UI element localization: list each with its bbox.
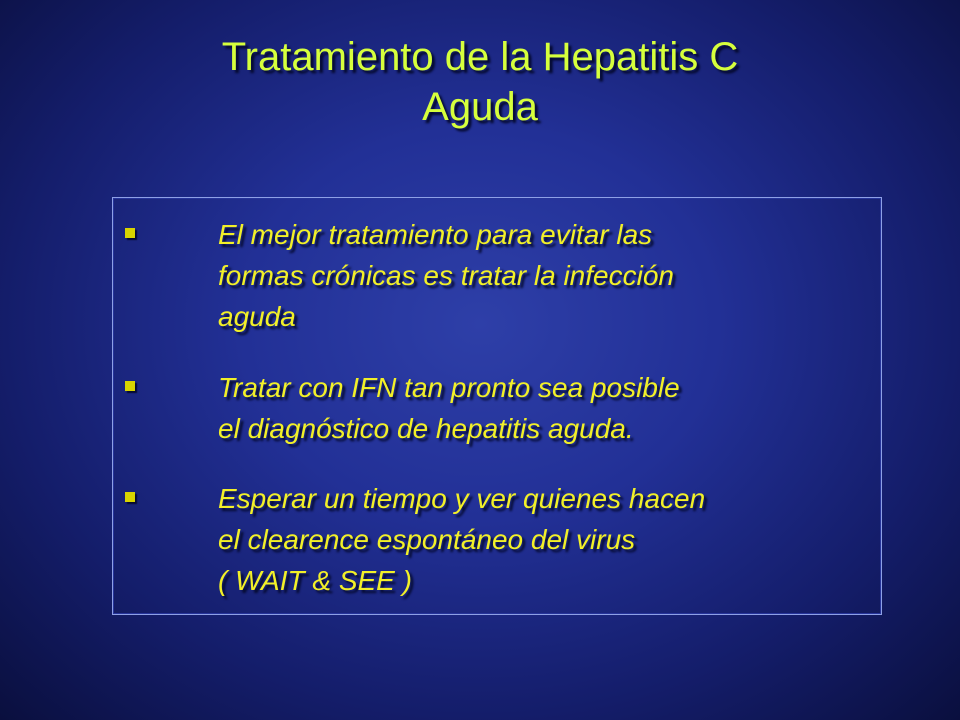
bullet-line: el diagnóstico de hepatitis aguda. [218, 413, 634, 444]
bullet-line: Tratar con IFN tan pronto sea posible [218, 372, 680, 403]
square-bullet-icon [125, 228, 135, 238]
bullet-line: el clearence espontáneo del virus [218, 524, 636, 555]
bullet-line: formas crónicas es tratar la infección [218, 260, 674, 291]
bullet-box [112, 197, 882, 615]
square-bullet-icon [125, 492, 135, 502]
title-line-1: Tratamiento de la Hepatitis C [221, 35, 739, 79]
title-line-2: Aguda [422, 85, 538, 129]
bullet-text [218, 478, 878, 601]
square-bullet-icon [125, 381, 135, 391]
bullet-text [218, 367, 878, 449]
bullet-line: El mejor tratamiento para evitar las [218, 219, 653, 250]
slide-title [0, 32, 960, 132]
bullet-line: aguda [218, 301, 296, 332]
bullet-line: Esperar un tiempo y ver quienes hacen [218, 483, 706, 514]
bullet-line: ( WAIT & SEE ) [218, 565, 412, 596]
bullet-text [218, 214, 878, 337]
